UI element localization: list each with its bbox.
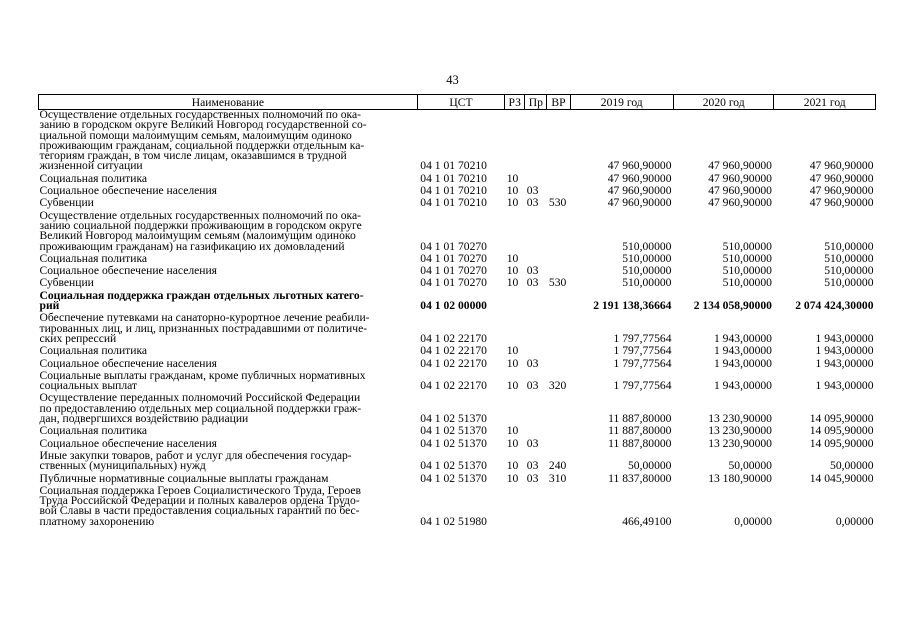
cell-y2019: 1 797,77564 — [613, 344, 672, 358]
cell-y2021: 2 074 424,30000 — [795, 299, 874, 313]
cell-y2019: 47 960,90000 — [607, 171, 672, 185]
cell-y2020: 47 960,90000 — [708, 171, 772, 185]
cell-rz: 10 — [506, 276, 519, 290]
cell-y2019: 47 960,90000 — [607, 196, 672, 210]
cell-y2020: 510,00000 — [722, 264, 772, 278]
header-vr: ВР — [547, 95, 570, 110]
cell-name: Социальное обеспечение населения — [39, 184, 218, 198]
cell-code: 04 1 01 70270 — [420, 251, 487, 265]
cell-y2019: 50,00000 — [628, 459, 672, 473]
cell-vr — [547, 439, 570, 451]
header-name: Наименование — [39, 95, 418, 110]
cell-y2020: 0,00000 — [734, 514, 772, 528]
page-number: 43 — [446, 73, 459, 87]
cell-y2019: 510,00000 — [622, 239, 672, 253]
cell-y2019: 11 887,80000 — [608, 412, 672, 426]
cell-y2021: 510,00000 — [824, 251, 874, 265]
cell-vr: 530 — [548, 276, 567, 290]
cell-code: 04 1 01 70210 — [420, 171, 487, 185]
cell-y2019: 2 191 138,36664 — [593, 299, 672, 313]
cell-code: 04 1 02 00000 — [420, 299, 487, 313]
cell-y2020: 13 230,90000 — [708, 424, 772, 438]
cell-code: 04 1 01 70210 — [420, 184, 487, 198]
cell-vr — [547, 174, 570, 186]
cell-y2019: 11 887,80000 — [608, 424, 672, 438]
cell-pr — [525, 291, 547, 314]
cell-code: 04 1 01 70270 — [420, 264, 487, 278]
cell-y2021: 14 045,90000 — [809, 471, 874, 485]
cell-vr — [547, 211, 570, 254]
cell-y2019: 11 887,80000 — [608, 436, 672, 450]
cell-y2020: 1 943,00000 — [713, 344, 772, 358]
cell-y2019: 1 797,77564 — [613, 356, 672, 370]
cell-code: 04 1 01 70270 — [420, 276, 487, 290]
table-row — [39, 110, 876, 174]
cell-rz — [505, 211, 525, 254]
cell-y2020: 13 230,90000 — [708, 412, 772, 426]
cell-y2019: 11 837,80000 — [608, 471, 672, 485]
cell-name: Социальное обеспечение населения — [39, 264, 218, 278]
cell-rz: 10 — [506, 251, 519, 265]
cell-y2020: 13 230,90000 — [708, 436, 772, 450]
cell-code: 04 1 02 22170 — [420, 356, 487, 370]
cell-y2020: 47 960,90000 — [708, 159, 772, 173]
cell-rz: 10 — [506, 344, 519, 358]
cell-rz: 10 — [506, 264, 519, 278]
cell-vr — [547, 359, 570, 371]
cell-y2019: 510,00000 — [622, 251, 672, 265]
cell-y2021: 47 960,90000 — [809, 184, 874, 198]
cell-pr: 03 — [526, 471, 539, 485]
cell-pr — [525, 393, 547, 426]
cell-y2021: 1 943,00000 — [815, 344, 874, 358]
cell-rz: 10 — [506, 379, 519, 393]
cell-code: 04 1 01 70210 — [420, 159, 487, 173]
cell-vr — [547, 426, 570, 438]
cell-rz — [505, 486, 525, 529]
cell-rz — [505, 393, 525, 426]
cell-code: 04 1 02 22170 — [420, 379, 487, 393]
header-code: ЦСТ — [417, 95, 504, 110]
cell-y2021: 47 960,90000 — [809, 196, 874, 210]
cell-code: 04 1 02 22170 — [420, 331, 487, 345]
cell-y2021: 510,00000 — [824, 239, 874, 253]
cell-name: Субвенции — [39, 276, 94, 290]
cell-rz: 10 — [506, 459, 519, 473]
cell-y2019: 1 797,77564 — [613, 331, 672, 345]
cell-name: Социальные выплаты гражданам, кроме публичных нормативных социальных выплат — [39, 368, 366, 393]
cell-y2020: 510,00000 — [722, 239, 772, 253]
cell-name: Социальная поддержка граждан отдельных льготных катего- рий — [39, 288, 364, 313]
cell-pr: 03 — [526, 264, 539, 278]
cell-code: 04 1 02 51370 — [420, 436, 487, 450]
cell-vr: 240 — [548, 459, 567, 473]
cell-name: Социальная политика — [39, 424, 148, 438]
cell-name: Социальная политика — [39, 251, 148, 265]
header-2020: 2020 год — [673, 95, 773, 110]
cell-rz: 10 — [506, 424, 519, 438]
table-row — [39, 393, 876, 426]
cell-y2020: 1 943,00000 — [713, 331, 772, 345]
cell-y2021: 14 095,90000 — [809, 424, 874, 438]
cell-name: Осуществление переданных полномочий Российской Федерации по предоставлению отдельных мер социальной поддержки граж- дан, подвергшихся воздействию радиации — [39, 391, 362, 426]
cell-vr: 310 — [548, 471, 567, 485]
cell-y2019: 466,49100 — [622, 514, 672, 528]
header-pr: Пр — [525, 95, 547, 110]
table-row — [39, 451, 876, 474]
cell-y2021: 47 960,90000 — [809, 159, 874, 173]
cell-pr: 03 — [526, 184, 539, 198]
cell-name: Социальное обеспечение населения — [39, 436, 218, 450]
cell-name: Субвенции — [39, 196, 94, 210]
cell-y2021: 1 943,00000 — [815, 331, 874, 345]
cell-y2021: 14 095,90000 — [809, 436, 874, 450]
cell-code: 04 1 02 51370 — [420, 424, 487, 438]
cell-name: Иные закупки товаров, работ и услуг для обеспечения государ- ственных (муниципальных) нужд — [39, 448, 352, 473]
cell-name: Социальная поддержка Героев Социалистического Труда, Героев Труда Российской Федерации и полных кавалеров ордена Трудо- вой Славы в части предоставления социальных гарантий по бес- платному захоронению — [39, 483, 361, 528]
cell-code: 04 1 02 51370 — [420, 471, 487, 485]
cell-name: Социальная политика — [39, 344, 148, 358]
header-2019: 2019 год — [570, 95, 673, 110]
cell-pr: 03 — [526, 379, 539, 393]
cell-vr — [547, 313, 570, 346]
cell-rz: 10 — [506, 356, 519, 370]
cell-y2020: 1 943,00000 — [713, 356, 772, 370]
cell-y2019: 47 960,90000 — [607, 184, 672, 198]
table-row — [39, 313, 876, 346]
cell-y2021: 50,00000 — [830, 459, 874, 473]
cell-y2020: 510,00000 — [722, 251, 772, 265]
cell-y2021: 0,00000 — [835, 514, 874, 528]
cell-rz — [505, 110, 525, 174]
cell-y2020: 50,00000 — [728, 459, 772, 473]
cell-rz: 10 — [506, 436, 519, 450]
cell-name: Осуществление отдельных государственных полномочий по ока- занию социальной поддержки проживающим в городском округе Великий Новгород малоимущим семьям (малоимущим одиноко проживающим гражданам) на газификацию их домовладений — [39, 208, 362, 253]
cell-y2021: 14 095,90000 — [809, 412, 874, 426]
cell-pr — [525, 313, 547, 346]
cell-pr — [525, 211, 547, 254]
cell-rz: 10 — [506, 171, 519, 185]
cell-y2021: 1 943,00000 — [815, 356, 874, 370]
cell-pr: 03 — [526, 356, 539, 370]
cell-pr — [525, 110, 547, 174]
cell-y2020: 2 134 058,90000 — [693, 299, 772, 313]
cell-pr — [525, 486, 547, 529]
cell-name: Осуществление отдельных государственных полномочий по ока- занию в городском округе Великий Новгород государственной со- циальной помощи малоимущим семьям, малоимущим одиноко проживающим гражданам, социальной поддержки отдельным ка- тегориям граждан, в том числе лицам, оказавшимся в трудной жизненной ситуации — [39, 108, 367, 173]
table-row — [39, 486, 876, 529]
cell-code: 04 1 02 51370 — [420, 459, 487, 473]
cell-pr: 03 — [526, 459, 539, 473]
cell-rz: 10 — [506, 471, 519, 485]
cell-pr: 03 — [526, 196, 539, 210]
cell-code: 04 1 02 51980 — [420, 514, 487, 528]
cell-y2021: 1 943,00000 — [815, 379, 874, 393]
cell-vr — [547, 110, 570, 174]
cell-vr: 530 — [548, 196, 567, 210]
cell-rz — [505, 313, 525, 346]
cell-y2019: 510,00000 — [622, 264, 672, 278]
cell-y2020: 47 960,90000 — [708, 196, 772, 210]
cell-y2019: 1 797,77564 — [613, 379, 672, 393]
cell-rz: 10 — [506, 196, 519, 210]
cell-code: 04 1 02 22170 — [420, 344, 487, 358]
cell-rz: 10 — [506, 184, 519, 198]
cell-vr — [547, 393, 570, 426]
header-rz: РЗ — [505, 95, 525, 110]
cell-code: 04 1 01 70210 — [420, 196, 487, 210]
cell-pr: 03 — [526, 436, 539, 450]
table-row — [39, 371, 876, 394]
cell-y2020: 1 943,00000 — [713, 379, 772, 393]
cell-name: Социальная политика — [39, 171, 148, 185]
cell-vr — [547, 291, 570, 314]
cell-rz — [505, 291, 525, 314]
cell-y2020: 510,00000 — [722, 276, 772, 290]
cell-y2020: 13 180,90000 — [708, 471, 772, 485]
cell-vr — [547, 486, 570, 529]
header-2021: 2021 год — [774, 95, 876, 110]
cell-pr: 03 — [526, 276, 539, 290]
cell-code: 04 1 02 51370 — [420, 412, 487, 426]
cell-name: Публичные нормативные социальные выплаты гражданам — [39, 471, 329, 485]
cell-y2020: 47 960,90000 — [708, 184, 772, 198]
cell-vr — [547, 346, 570, 358]
cell-name: Обеспечение путевками на санаторно-курортное лечение реабили- тированных лиц, и лиц, признанных пострадавшими от политиче- ских репрессий — [39, 311, 370, 345]
cell-name: Социальное обеспечение населения — [39, 356, 218, 370]
cell-y2019: 47 960,90000 — [607, 159, 672, 173]
budget-table — [38, 94, 876, 529]
cell-y2021: 47 960,90000 — [809, 171, 874, 185]
cell-y2019: 510,00000 — [622, 276, 672, 290]
cell-vr — [547, 254, 570, 266]
cell-y2021: 510,00000 — [824, 276, 874, 290]
cell-y2021: 510,00000 — [824, 264, 874, 278]
table-row — [39, 291, 876, 314]
table-row — [39, 211, 876, 254]
cell-code: 04 1 01 70270 — [420, 239, 487, 253]
cell-vr: 320 — [548, 379, 567, 393]
